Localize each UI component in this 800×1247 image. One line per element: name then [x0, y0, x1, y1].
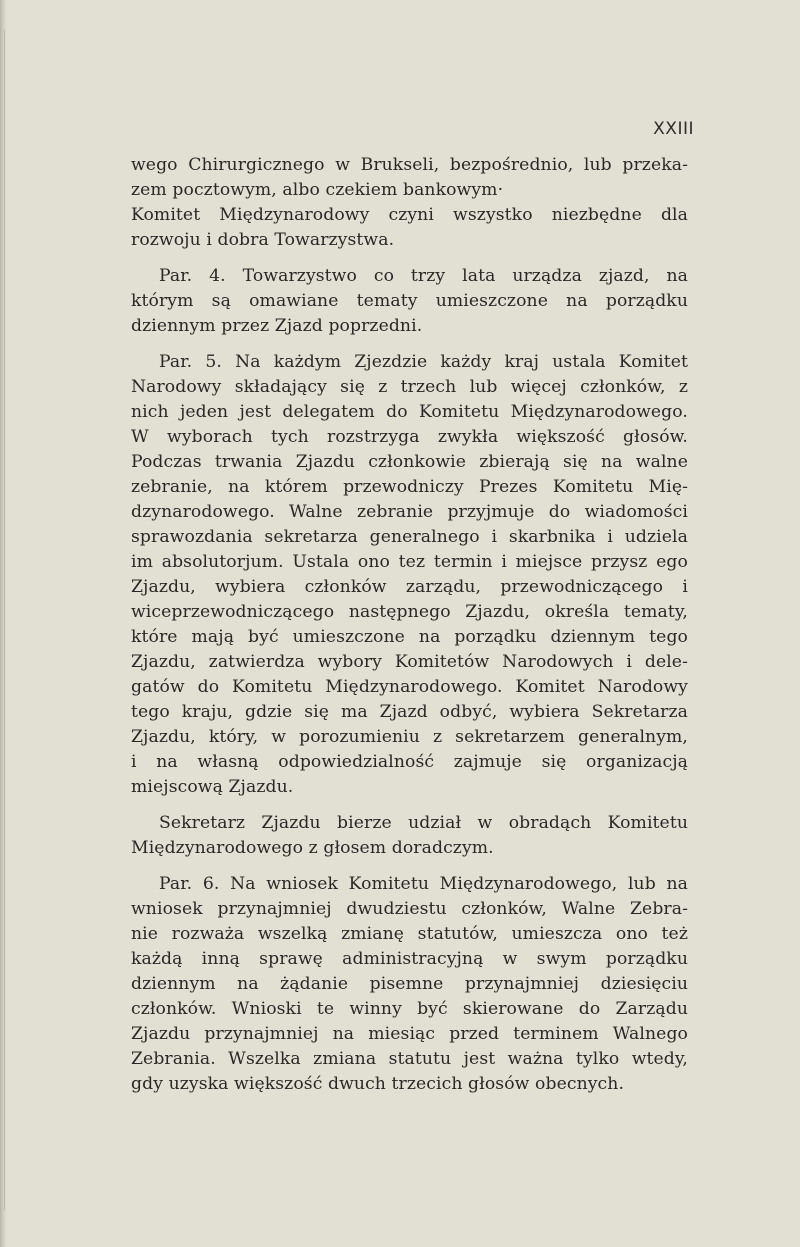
text-line: każdą inną sprawę administracyjną w swym porządku — [131, 949, 688, 969]
text-line: którym są omawiane tematy umieszczone na porządku — [131, 291, 688, 311]
text-line: gdy uzyska większość dwuch trzecich głosów obecnych. — [131, 1074, 625, 1094]
text-line: dziennym na żądanie pisemne przynajmniej dziesięciu — [131, 974, 688, 994]
scan-edge-shadow — [0, 0, 7, 1247]
page-number: XXIII — [653, 119, 694, 139]
scan-edge-line — [4, 30, 5, 1210]
text-line: Zjazdu, zatwierdza wybory Komitetów Narodowych i dele- — [131, 652, 688, 672]
text-line: wniosek przynajmniej dwudziestu członków, Walne Zebra- — [131, 899, 688, 919]
text-line: Par. 6. Na wniosek Komitetu Międzynarodowego, lub na — [159, 874, 688, 894]
paragraph-par-4 — [131, 264, 688, 339]
text-line: gatów do Komitetu Międzynarodowego. Komitet Narodowy — [131, 677, 688, 697]
text-line: członków. Wnioski te winny być skierowane do Zarządu — [131, 999, 688, 1019]
text-line: sprawozdania sekretarza generalnego i skarbnika i udziela — [131, 527, 688, 547]
text-line: nie rozważa wszelką zmianę statutów, umieszcza ono też — [131, 924, 688, 944]
text-line: zebranie, na którem przewodniczy Prezes Komitetu Mię- — [131, 477, 688, 497]
paragraph-contributions — [131, 153, 688, 253]
text-line: im absolutorjum. Ustala ono tez termin i miejsce przysz ego — [131, 552, 688, 572]
text-line: Międzynarodowego z głosem doradczym. — [131, 838, 494, 858]
text-line: Narodowy składający się z trzech lub więcej członków, z — [131, 377, 688, 397]
text-line: Par. 5. Na każdym Zjezdzie każdy kraj ustala Komitet — [159, 352, 688, 372]
text-line: które mają być umieszczone na porządku dziennym tego — [131, 627, 688, 647]
text-line: Komitet Międzynarodowy czyni wszystko niezbędne dla — [131, 205, 688, 225]
text-line: Sekretarz Zjazdu bierze udział w obradąch Komitetu — [159, 813, 688, 833]
text-line: dzynarodowego. Walne zebranie przyjmuje do wiadomości — [131, 502, 688, 522]
paragraph-par-5 — [131, 350, 688, 800]
text-line: wego Chirurgicznego w Brukseli, bezpośrednio, lub przeka- — [131, 155, 688, 175]
text-line: Podczas trwania Zjazdu członkowie zbierają się na walne — [131, 452, 688, 472]
text-line: tego kraju, gdzie się ma Zjazd odbyć, wybiera Sekretarza — [131, 702, 688, 722]
paragraph-par-6 — [131, 872, 688, 1097]
text-line: W wyborach tych rozstrzyga zwykła większość głosów. — [131, 427, 688, 447]
text-line: zem pocztowym, albo czekiem bankowym· — [131, 180, 504, 200]
text-line: nich jeden jest delegatem do Komitetu Międzynarodowego. — [131, 402, 688, 422]
text-line: rozwoju i dobra Towarzystwa. — [131, 230, 395, 250]
page-text-body — [131, 153, 688, 1097]
text-line: Zebrania. Wszelka zmiana statutu jest ważna tylko wtedy, — [131, 1049, 688, 1069]
text-line: miejscową Zjazdu. — [131, 777, 294, 797]
text-line: i na własną odpowiedzialność zajmuje się organizacją — [131, 752, 688, 772]
text-line: dziennym przez Zjazd poprzedni. — [131, 316, 423, 336]
text-line: Zjazdu, który, w porozumieniu z sekretarzem generalnym, — [131, 727, 688, 747]
text-line: Par. 4. Towarzystwo co trzy lata urządza zjazd, na — [159, 266, 688, 286]
paragraph-secretary — [131, 811, 688, 861]
text-line: wiceprzewodniczącego następnego Zjazdu, określa tematy, — [131, 602, 688, 622]
text-line: Zjazdu, wybiera członków zarządu, przewodniczącego i — [131, 577, 688, 597]
text-line: Zjazdu przynajmniej na miesiąc przed terminem Walnego — [131, 1024, 688, 1044]
